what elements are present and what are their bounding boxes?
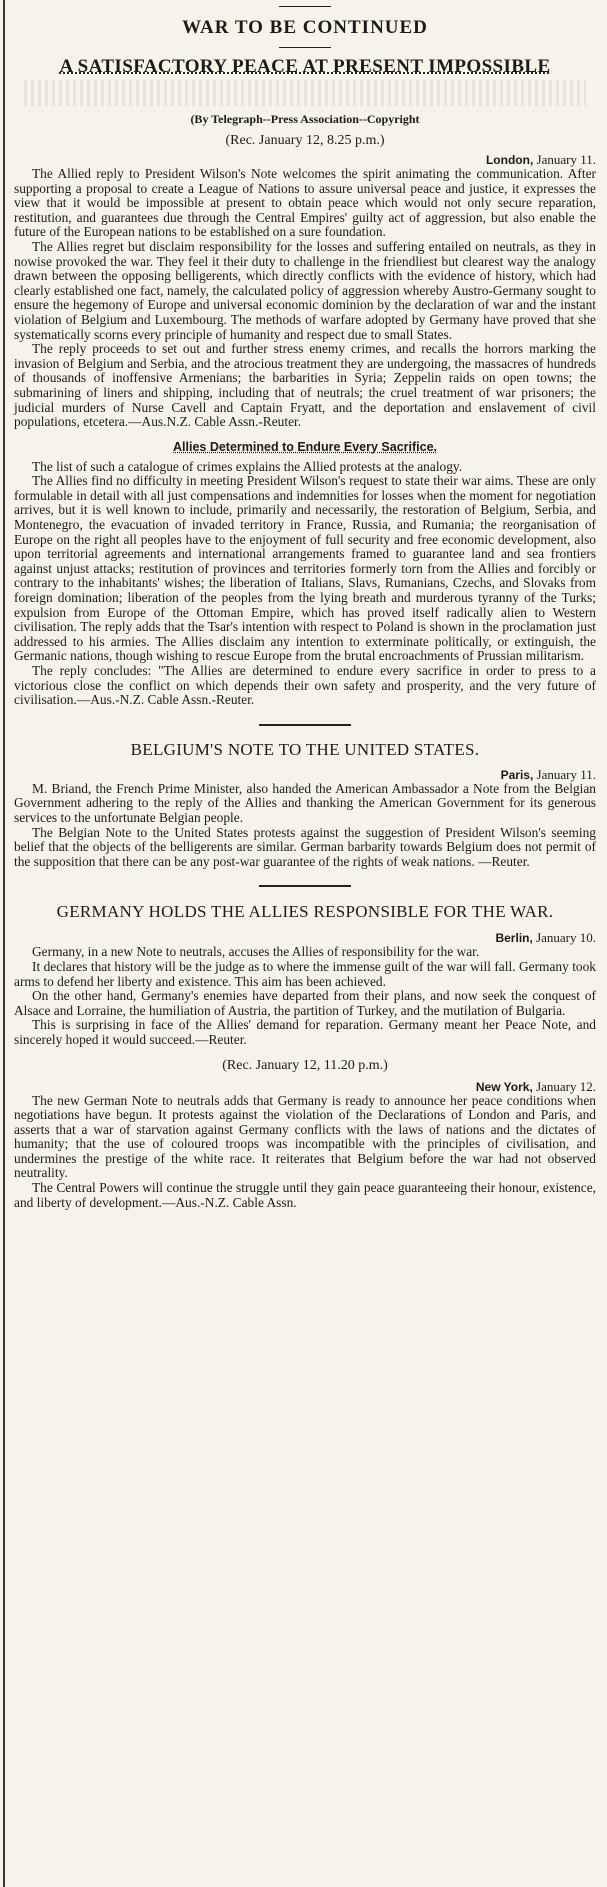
- ornament-rule: [279, 47, 331, 48]
- ornament-rule: [279, 6, 331, 7]
- dateline: [14, 931, 596, 945]
- paragraph: The Central Powers will continue the struggle until they gain peace guaranteeing their honour, existence, and liberty of development.—Aus.-N.Z. Cable Assn.: [14, 1180, 596, 1210]
- paragraph: The Belgian Note to the United States protests against the suggestion of President Wilson's seeming belief that the objects of the belligerents are similar. German barbarity towards Belgium does not permit of the supposition that there can be any post-war guarantee of the rights of weak nations. —Reuter.: [14, 824, 596, 869]
- paragraph: On the other hand, Germany's enemies have departed from their plans, and now seek the conquest of Alsace and Lorraine, the humiliation of Austria, the partition of Turkey, and the mutilation of Bulgaria.: [14, 988, 596, 1018]
- paragraph: Germany, in a new Note to neutrals, accuses the Allies of responsibility for the war.: [32, 944, 480, 960]
- paragraph: The list of such a catalogue of crimes explains the Allied protests at the analogy.: [32, 458, 463, 474]
- dateline-place: Paris,: [500, 767, 534, 782]
- section-title: BELGIUM'S NOTE TO THE UNITED STATES.: [130, 739, 480, 759]
- section-title: GERMANY HOLDS THE ALLIES RESPONSIBLE FOR THE WAR.: [56, 902, 554, 922]
- dateline: [14, 768, 596, 782]
- dateline-date: January 10.: [536, 930, 596, 946]
- section-divider: [259, 724, 351, 726]
- column-rule: [3, 0, 5, 1887]
- dateline-place: New York,: [475, 1079, 533, 1094]
- paragraph: The Allies regret but disclaim responsibility for the losses and suffering entailed on neutrals, as they in nowise provoked the war. They feel it their duty to challenge in the friendliest but clearest way the analogy drawn between the opposing belligerents, which directly conflicts with the evidence of history, which had clearly established one fact, namely, the calculated policy of aggression whereby Austro-Germany sought to ensure the hegemony of Europe and universal economic dominion by the declaration of war and the instant violation of Belgium and Luxembourg. The methods of warfare adopted by Germany have proved that she systematically scorns every principle of humanity and respect due to small States.: [14, 238, 596, 342]
- paragraph: The reply concludes: "The Allies are determined to endure every sacrifice in order to press to a victorious close the conflict on which depends their own safety and prosperity, and the very future of civilisation.—Aus.-N.Z. Cable Assn.-Reuter.: [14, 663, 596, 708]
- subheadline: A SATISFACTORY PEACE AT PRESENT IMPOSSIBLE: [59, 56, 551, 77]
- dateline-date: January 12.: [536, 1078, 596, 1094]
- paragraph: The Allied reply to President Wilson's Note welcomes the spirit animating the communication. After supporting a proposal to create a League of Nations to assure universal peace and justice, it expresses the view that it would be impossible at present to obtain peace which would not only secure reparation, restitution, and guarantees due through the Central Empires' guilty act of aggression, but also enable the future of the European nations to be established on a sure foundation.: [14, 166, 596, 240]
- section-divider: [259, 885, 351, 887]
- received-time: (Rec. January 12, 8.25 p.m.): [225, 133, 385, 148]
- dateline: [14, 1080, 596, 1094]
- paragraph: The Allies find no difficulty in meeting President Wilson's request to state their war aims. These are only formulable in detail with all just compensations and indemnities for losses when the moment for negotiation arrives, but it is well known to include, primarily and necessarily, the restoration of Belgium, Serbia, and Montenegro, the evacuation of invaded territory in France, Russia, and Rumania; the reorganisation of Europe on the right all peoples have to the enjoyment of full security and free economic development, also upon territorial agreements and international arrangements framed to guarantee land and sea frontiers against unjust attacks; restitution of provinces and territories formerly torn from the Allies and forcibly or contrary to the inhabitants' wishes; the liberation of Italians, Slavs, Rumanians, Czechs, and Slovaks from foreign domination; liberation of the peoples from the lying breath and murderous tyranny of the Turks; expulsion from Europe of the Ottoman Empire, which has proved itself radically alien to Western civilisation. The reply adds that the Tsar's intention with respect to Poland is shown in the proclamation just addressed to his armies. The Allies disclaim any intention to exterminate politically, or extinguish, the Germanic nations, though wishing to rescue Europe from the brutal encroachments of Prussian militarism.: [14, 473, 596, 664]
- paragraph: The reply proceeds to set out and further stress enemy crimes, and recalls the horrors marking the invasion of Belgium and Serbia, and the atrocious treatment they are undergoing, the massacres of hundreds of thousands of inoffensive Armenians; the barbarities in Syria; Zeppelin raids on open towns; the submarining of liners and shipping, including that of neutrals; the cruel treatment of war prisoners; the judicial murders of Nurse Cavell and Captain Fryatt, and the deportation and enslavement of civil populations, etcetera.—Aus.N.Z. Cable Assn.-Reuter.: [14, 341, 596, 430]
- headline: WAR TO BE CONTINUED: [182, 17, 428, 38]
- dateline-date: January 11.: [536, 766, 596, 782]
- dateline-place: London,: [485, 153, 534, 167]
- paragraph: M. Briand, the French Prime Minister, also handed the American Ambassador a Note from the Belgian Government adhering to the reply of the Allies and thanking the American Government for its generous services to the unfortunate Belgian people.: [14, 780, 596, 825]
- dateline-place: Berlin,: [495, 931, 533, 946]
- print-smudge: [24, 80, 586, 106]
- dateline: [14, 153, 596, 167]
- article-column: [14, 0, 596, 1210]
- dateline-date: January 11.: [536, 152, 596, 167]
- byline: (By Telegraph--Press Association--Copyright: [190, 112, 420, 126]
- section-subhead: Allies Determined to Endure Every Sacrifice.: [173, 439, 437, 454]
- received-time: (Rec. January 12, 11.20 p.m.): [222, 1057, 388, 1073]
- paragraph: It declares that history will be the judge as to where the immense guilt of the war will fall. Germany took arms to defend her liberty and existence. This aim has been achieved.: [14, 958, 596, 989]
- paragraph: The new German Note to neutrals adds that Germany is ready to announce her peace conditions when negotiations have begun. It protests against the violation of the Declarations of London and Paris, and asserts that a war of starvation against Germany conflicts with the laws of nations and the dictates of humanity; that the use of coloured troops was incompatible with the principles of civilisation, and undermines the prestige of the white race. It reiterates that Belgium before the war had not observed neutrality.: [14, 1092, 596, 1181]
- paragraph: This is surprising in face of the Allies' demand for reparation. Germany meant her Peace Note, and sincerely hoped it would succeed.—Reuter.: [14, 1017, 596, 1047]
